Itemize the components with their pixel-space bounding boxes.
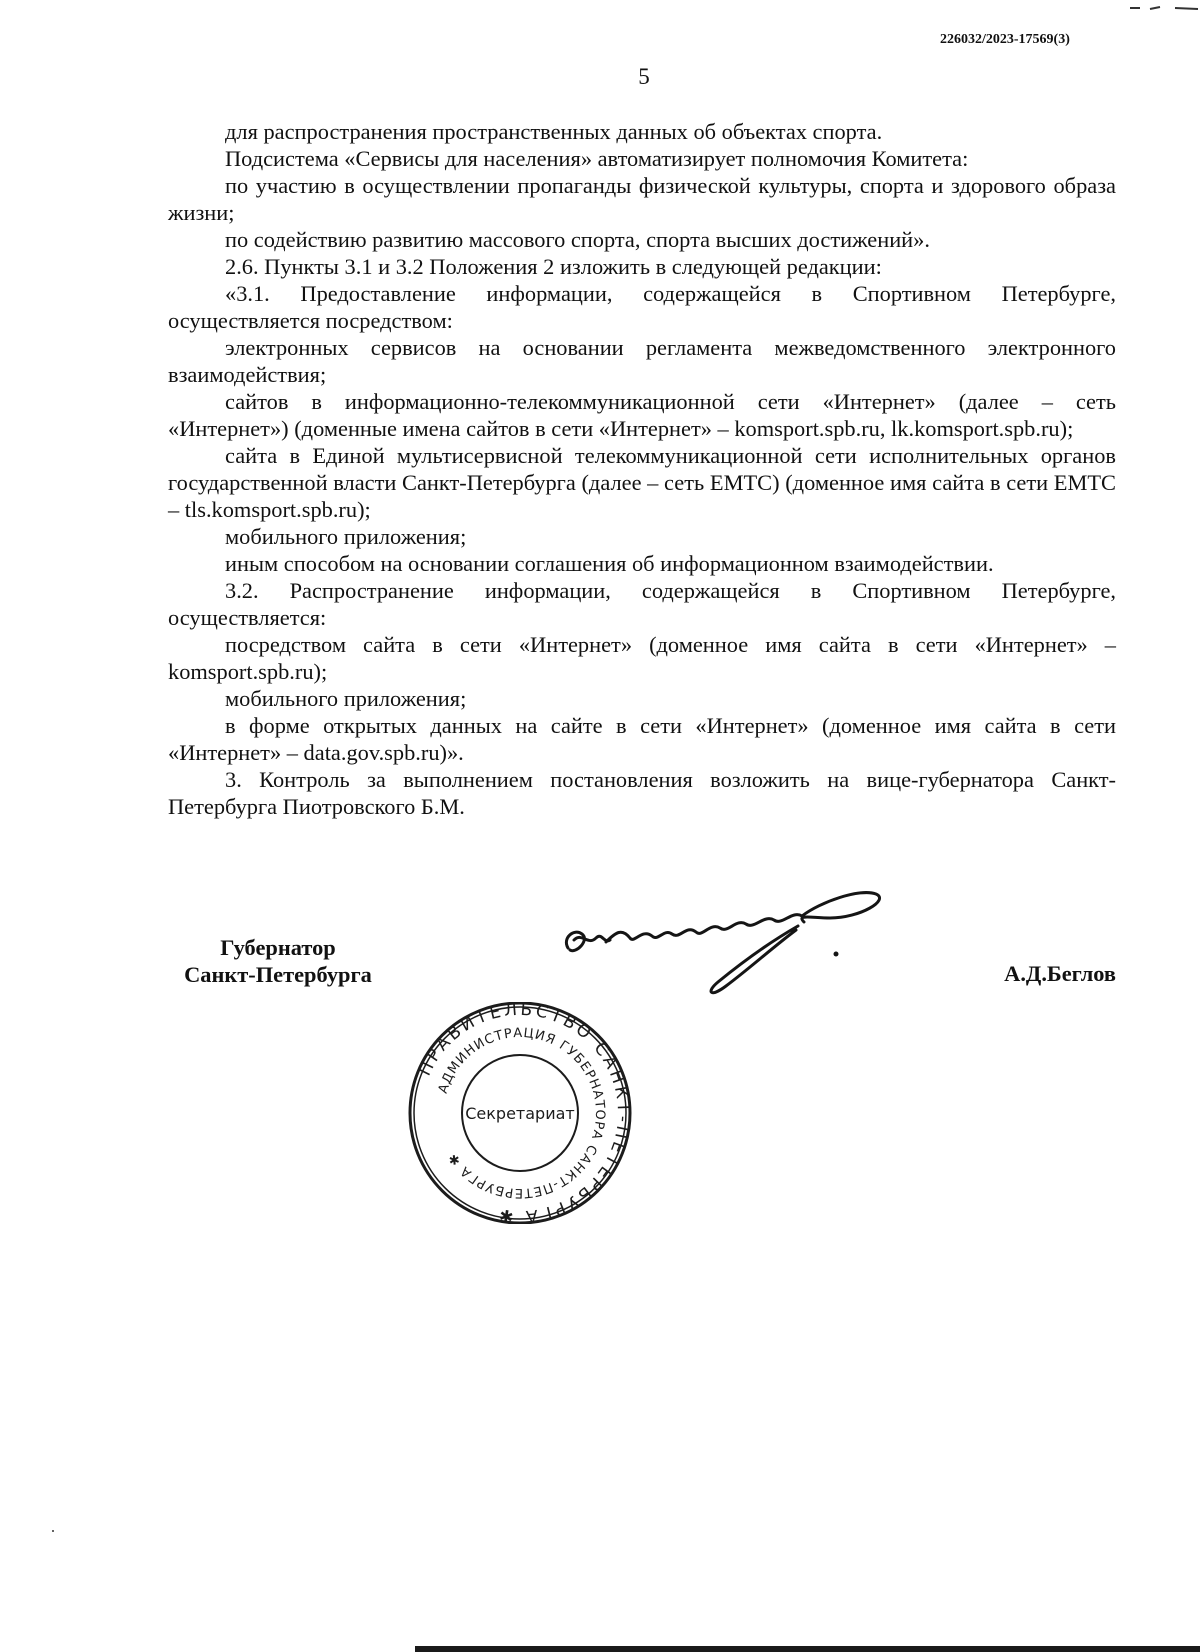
body-paragraph: 2.6. Пункты 3.1 и 3.2 Положения 2 изложить в следующей редакции: bbox=[225, 254, 882, 279]
body-paragraph: посредством сайта в сети «Интернет» (доменное имя сайта в сети «Интернет» – komsport.spb.ru); bbox=[168, 632, 1116, 684]
body-paragraph: иным способом на основании соглашения об информационном взаимодействии. bbox=[225, 551, 994, 576]
body-paragraph: электронных сервисов на основании регламента межведомственного электронного взаимодействия; bbox=[168, 335, 1116, 387]
svg-text:ПРАВИТЕЛЬСТВО САНКТ-ПЕТЕРБУРГА: ПРАВИТЕЛЬСТВО САНКТ-ПЕТЕРБУРГА ✱ bbox=[415, 1002, 634, 1224]
signatory-title-line1: Губернатор bbox=[220, 935, 336, 960]
signatory-title-line2: Санкт-Петербурга bbox=[184, 962, 372, 987]
stamp-center-text: Секретариат bbox=[465, 1104, 575, 1123]
body-paragraph: мобильного приложения; bbox=[225, 686, 467, 711]
official-stamp bbox=[404, 1002, 636, 1224]
signatory-name: А.Д.Беглов bbox=[1004, 961, 1116, 986]
body-paragraph: в форме открытых данных на сайте в сети «Интернет» (доменное имя сайта в сети «Интернет» – data.gov.spb.ru)». bbox=[168, 713, 1116, 765]
handwritten-signature bbox=[560, 888, 900, 1000]
svg-text:АДМИНИСТРАЦИЯ ГУБЕРНАТОРА САНК: АДМИНИСТРАЦИЯ ГУБЕРНАТОРА САНКТ-ПЕТЕРБУРГА ✱ bbox=[435, 1025, 608, 1201]
document-body bbox=[168, 118, 1116, 820]
document-id: 226032/2023-17569(3) bbox=[940, 32, 1070, 47]
body-paragraph: «3.1. Предоставление информации, содержащейся в Спортивном Петербурге, осуществляется посредством: bbox=[168, 281, 1116, 333]
body-paragraph: Подсистема «Сервисы для населения» автоматизирует полномочия Комитета: bbox=[225, 146, 969, 171]
body-paragraph: сайтов в информационно-телекоммуникационной сети «Интернет» (далее – сеть «Интернет») (доменные имена сайтов в сети «Интернет» – komsport.spb.ru, lk.komsport.spb.ru); bbox=[168, 389, 1116, 441]
body-paragraph: сайта в Единой мультисервисной телекоммуникационной сети исполнительных органов государственной власти Санкт-Петербурга (далее – сеть ЕМТС) (доменное имя сайта в сети ЕМТС – tls.komsport.spb.ru); bbox=[168, 443, 1116, 522]
body-paragraph: мобильного приложения; bbox=[225, 524, 467, 549]
body-paragraph: для распространения пространственных данных об объектах спорта. bbox=[225, 119, 883, 144]
signatory-title bbox=[168, 934, 388, 988]
scan-speck bbox=[52, 1530, 54, 1532]
body-paragraph: 3. Контроль за выполнением постановления возложить на вице-губернатора Санкт-Петербурга Пиотровского Б.М. bbox=[168, 767, 1116, 819]
body-paragraph: 3.2. Распространение информации, содержащейся в Спортивном Петербурге, осуществляется: bbox=[168, 578, 1116, 630]
body-paragraph: по участию в осуществлении пропаганды физической культуры, спорта и здорового образа жизни; bbox=[168, 173, 1116, 225]
scan-corner-marks bbox=[1120, 0, 1200, 8]
page-number: 5 bbox=[638, 64, 650, 89]
body-paragraph: по содействию развитию массового спорта, спорта высших достижений». bbox=[225, 227, 930, 252]
scan-edge-bar bbox=[415, 1646, 1200, 1652]
